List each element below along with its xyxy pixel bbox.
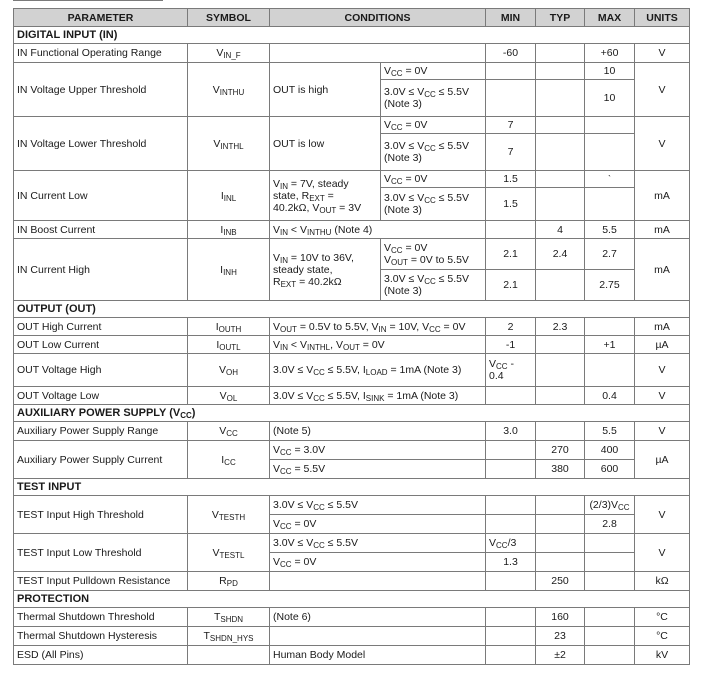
max-cell [585, 572, 635, 591]
typ-cell [536, 117, 585, 134]
table-row [14, 534, 690, 553]
typ-cell: 23 [536, 627, 585, 646]
section-aux-power: AUXILIARY POWER SUPPLY $(V_{CC})$ [14, 405, 690, 422]
symbol-cell: $I_{INL}$ [188, 171, 270, 221]
table-row [14, 627, 690, 646]
section-digital-input: DIGITAL INPUT (IN) [14, 27, 690, 44]
param-cell: OUT High Current [14, 318, 188, 336]
symbol-cell: $V_{OH}$ [188, 354, 270, 387]
typ-cell [536, 63, 585, 80]
conditions-cell [270, 572, 486, 591]
conditions-cell: (Note 6) [270, 608, 486, 627]
min-cell [486, 80, 536, 117]
symbol-cell [188, 646, 270, 665]
unit-cell: kΩ [635, 572, 690, 591]
max-cell [585, 646, 635, 665]
unit-cell: V [635, 534, 690, 572]
symbol-cell: $V_{TESTL}$ [188, 534, 270, 572]
max-cell [585, 627, 635, 646]
min-cell [486, 460, 536, 479]
max-cell: 5.5 [585, 422, 635, 441]
max-cell [585, 134, 635, 171]
section-row [14, 405, 690, 422]
param-cell: IN Voltage Upper Threshold [14, 63, 188, 117]
typ-cell: 2.4 [536, 239, 585, 270]
symbol-cell: $I_{OUTH}$ [188, 318, 270, 336]
param-cell: TEST Input High Threshold [14, 496, 188, 534]
max-cell: 10 [585, 80, 635, 117]
typ-cell: 250 [536, 572, 585, 591]
param-cell: OUT Low Current [14, 336, 188, 354]
symbol-cell: $V_{TESTH}$ [188, 496, 270, 534]
unit-cell: mA [635, 239, 690, 301]
unit-cell: kV [635, 646, 690, 665]
table-row [14, 221, 690, 239]
min-cell [486, 646, 536, 665]
unit-cell: V [635, 422, 690, 441]
typ-cell: ±2 [536, 646, 585, 665]
typ-cell [536, 387, 585, 405]
max-cell: 400 [585, 441, 635, 460]
max-cell [585, 117, 635, 134]
table-row [14, 608, 690, 627]
unit-cell: V [635, 354, 690, 387]
symbol-cell: $V_{INTHL}$ [188, 117, 270, 171]
symbol-cell: $V_{IN\_F}$ [188, 44, 270, 63]
table-row [14, 63, 690, 80]
unit-cell: °C [635, 627, 690, 646]
condition-cell: $V_{IN} = 10V$ to 36V, steady state, $R_{EXT} = 40.2k\Omega$ [270, 239, 381, 301]
min-cell: 2.1 [486, 239, 536, 270]
min-cell: -1 [486, 336, 536, 354]
typ-cell [536, 422, 585, 441]
top-rule [13, 0, 163, 5]
conditions-cell: $V_{CC} = 5.5V$ [270, 460, 486, 479]
unit-cell: µA [635, 441, 690, 479]
min-cell [486, 515, 536, 534]
conditions-cell [270, 627, 486, 646]
conditions-cell: $V_{IN} < V_{INTHU}$ (Note 4) [270, 221, 486, 239]
electrical-characteristics-table [13, 8, 690, 665]
typ-cell: 270 [536, 441, 585, 460]
table-row [14, 572, 690, 591]
param-cell: Thermal Shutdown Threshold [14, 608, 188, 627]
param-cell: IN Functional Operating Range [14, 44, 188, 63]
unit-cell: µA [635, 336, 690, 354]
table-row [14, 239, 690, 270]
symbol-cell: $I_{INH}$ [188, 239, 270, 301]
typ-cell: 160 [536, 608, 585, 627]
min-cell: 1.5 [486, 188, 536, 221]
typ-cell: 4 [536, 221, 585, 239]
typ-cell: 380 [536, 460, 585, 479]
max-cell: 2.8 [585, 515, 635, 534]
table-row [14, 336, 690, 354]
conditions-cell: $V_{CC} = 0V$ [270, 553, 486, 572]
max-cell [585, 534, 635, 553]
min-cell [486, 441, 536, 460]
min-cell [486, 496, 536, 515]
unit-cell: V [635, 387, 690, 405]
conditions-cell: $3.0V \le V_{CC} \le 5.5V$, $I_{LOAD} = 1mA$ (Note 3) [270, 354, 486, 387]
table-row [14, 354, 690, 387]
subcondition-cell: $3.0V \le V_{CC} \le 5.5V$ (Note 3) [381, 134, 486, 171]
min-cell: 7 [486, 117, 536, 134]
condition-cell: OUT is low [270, 117, 381, 171]
param-cell: IN Voltage Lower Threshold [14, 117, 188, 171]
max-cell: 2.7 [585, 239, 635, 270]
param-cell: OUT Voltage Low [14, 387, 188, 405]
symbol-cell: $I_{INB}$ [188, 221, 270, 239]
symbol-cell: $V_{OL}$ [188, 387, 270, 405]
symbol-cell: $V_{INTHU}$ [188, 63, 270, 117]
table-row [14, 646, 690, 665]
min-cell [486, 572, 536, 591]
section-test-input: TEST INPUT [14, 479, 690, 496]
conditions-cell: $V_{CC} = 0V$ [270, 515, 486, 534]
typ-cell: 2.3 [536, 318, 585, 336]
table-row [14, 441, 690, 460]
param-cell: Auxiliary Power Supply Current [14, 441, 188, 479]
unit-cell: °C [635, 608, 690, 627]
max-cell: ` [585, 171, 635, 188]
param-cell: OUT Voltage High [14, 354, 188, 387]
max-cell [585, 354, 635, 387]
min-cell: 1.3 [486, 553, 536, 572]
symbol-cell: $I_{CC}$ [188, 441, 270, 479]
min-cell: 2 [486, 318, 536, 336]
max-cell [585, 553, 635, 572]
subcondition-cell: $V_{CC} = 0V$ [381, 171, 486, 188]
table-row [14, 44, 690, 63]
table-row [14, 318, 690, 336]
symbol-cell: $T_{SHDN\_HYS}$ [188, 627, 270, 646]
subcondition-cell: $V_{CC} = 0V$ [381, 63, 486, 80]
typ-cell [536, 354, 585, 387]
max-cell: $(2/3)V_{CC}$ [585, 496, 635, 515]
min-cell: 3.0 [486, 422, 536, 441]
max-cell: +60 [585, 44, 635, 63]
typ-cell [536, 515, 585, 534]
subcondition-cell: $3.0V \le V_{CC} \le 5.5V$ (Note 3) [381, 270, 486, 301]
section-row [14, 301, 690, 318]
max-cell [585, 318, 635, 336]
typ-cell [536, 534, 585, 553]
typ-cell [536, 188, 585, 221]
section-output: OUTPUT (OUT) [14, 301, 690, 318]
unit-cell: mA [635, 221, 690, 239]
symbol-cell: $V_{CC}$ [188, 422, 270, 441]
param-cell: IN Current Low [14, 171, 188, 221]
header-parameter: PARAMETER [14, 9, 188, 27]
min-cell: -60 [486, 44, 536, 63]
header-max: MAX [585, 9, 635, 27]
conditions-cell: $3.0V \le V_{CC} \le 5.5V$ [270, 534, 486, 553]
subcondition-cell: $3.0V \le V_{CC} \le 5.5V$ (Note 3) [381, 80, 486, 117]
max-cell: 2.75 [585, 270, 635, 301]
min-cell: 7 [486, 134, 536, 171]
min-cell [486, 387, 536, 405]
unit-cell: V [635, 44, 690, 63]
min-cell [486, 608, 536, 627]
max-cell [585, 608, 635, 627]
param-cell: TEST Input Low Threshold [14, 534, 188, 572]
conditions-cell: Human Body Model [270, 646, 486, 665]
table-row [14, 387, 690, 405]
typ-cell [536, 44, 585, 63]
typ-cell [536, 496, 585, 515]
max-cell [585, 188, 635, 221]
header-min: MIN [486, 9, 536, 27]
spec-document [13, 0, 689, 695]
condition-cell: $V_{IN} = 7V$, steady state, $R_{EXT}$ = 40.2kΩ, $V_{OUT} = 3V$ [270, 171, 381, 221]
max-cell: 10 [585, 63, 635, 80]
typ-cell [536, 336, 585, 354]
table-row [14, 496, 690, 515]
conditions-cell: $V_{OUT} = 0.5V$ to 5.5V, $V_{IN} = 10V$, $V_{CC} = 0V$ [270, 318, 486, 336]
typ-cell [536, 171, 585, 188]
subcondition-cell: $3.0V \le V_{CC} \le 5.5V$ (Note 3) [381, 188, 486, 221]
section-row [14, 27, 690, 44]
param-cell: ESD (All Pins) [14, 646, 188, 665]
min-cell: 1.5 [486, 171, 536, 188]
unit-cell: V [635, 63, 690, 117]
max-cell: 5.5 [585, 221, 635, 239]
table-row [14, 117, 690, 134]
param-cell: IN Boost Current [14, 221, 188, 239]
typ-cell [536, 80, 585, 117]
typ-cell [536, 553, 585, 572]
symbol-cell: $R_{PD}$ [188, 572, 270, 591]
conditions-cell: $3.0V \le V_{CC} \le 5.5V$, $I_{SINK} = 1mA$ (Note 3) [270, 387, 486, 405]
max-cell: +1 [585, 336, 635, 354]
conditions-cell: $3.0V \le V_{CC} \le 5.5V$ [270, 496, 486, 515]
conditions-cell: $V_{CC} = 3.0V$ [270, 441, 486, 460]
unit-cell: mA [635, 318, 690, 336]
conditions-cell: $V_{IN} < V_{INTHL}$, $V_{OUT} = 0V$ [270, 336, 486, 354]
subcondition-cell: $V_{CC} = 0V$ [381, 117, 486, 134]
conditions-cell [270, 44, 486, 63]
table-row [14, 171, 690, 188]
max-cell: 0.4 [585, 387, 635, 405]
min-cell [486, 627, 536, 646]
min-cell: 2.1 [486, 270, 536, 301]
symbol-cell: $I_{OUTL}$ [188, 336, 270, 354]
unit-cell: mA [635, 171, 690, 221]
param-cell: Thermal Shutdown Hysteresis [14, 627, 188, 646]
min-cell: $V_{CC}$ - 0.4 [486, 354, 536, 387]
min-cell: $V_{CC}/3$ [486, 534, 536, 553]
section-row [14, 479, 690, 496]
min-cell [486, 221, 536, 239]
section-protection: PROTECTION [14, 591, 690, 608]
symbol-cell: $T_{SHDN}$ [188, 608, 270, 627]
section-row [14, 591, 690, 608]
unit-cell: V [635, 117, 690, 171]
param-cell: Auxiliary Power Supply Range [14, 422, 188, 441]
table-row [14, 422, 690, 441]
condition-cell: OUT is high [270, 63, 381, 117]
conditions-cell: (Note 5) [270, 422, 486, 441]
min-cell [486, 63, 536, 80]
param-cell: TEST Input Pulldown Resistance [14, 572, 188, 591]
header-symbol: SYMBOL [188, 9, 270, 27]
max-cell: 600 [585, 460, 635, 479]
subcondition-cell: $V_{CC} = 0V$ $V_{OUT} = 0V$ to 5.5V [381, 239, 486, 270]
header-units: UNITS [635, 9, 690, 27]
typ-cell [536, 134, 585, 171]
header-conditions: CONDITIONS [270, 9, 486, 27]
typ-cell [536, 270, 585, 301]
param-cell: IN Current High [14, 239, 188, 301]
header-row [14, 9, 690, 27]
header-typ: TYP [536, 9, 585, 27]
unit-cell: V [635, 496, 690, 534]
